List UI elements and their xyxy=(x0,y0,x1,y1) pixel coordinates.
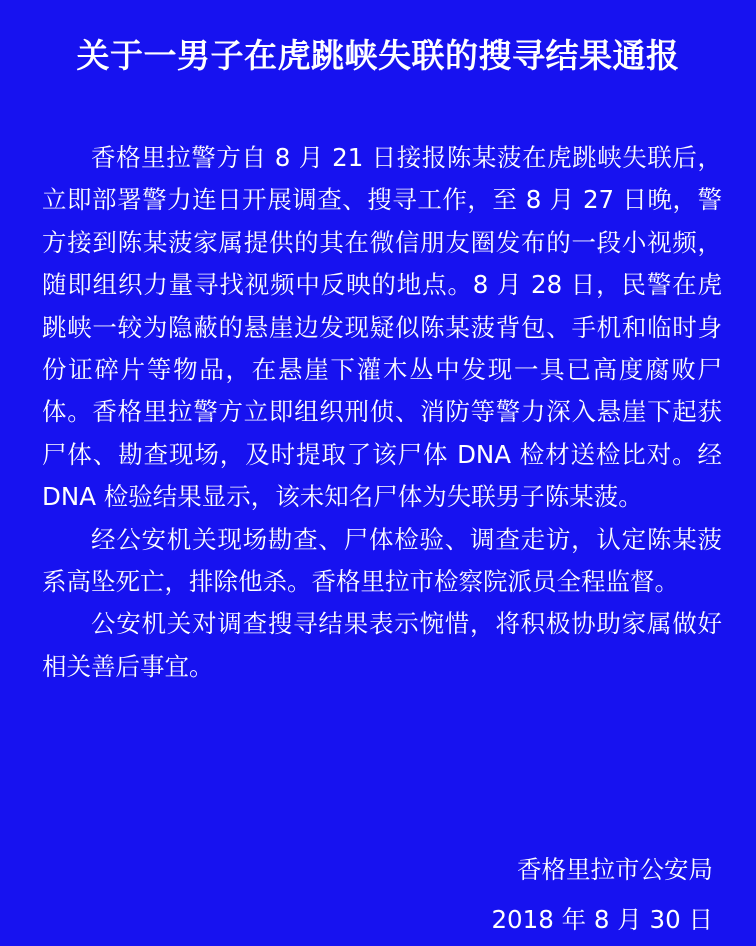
notice-body xyxy=(42,137,722,688)
issuer-signature: 香格里拉市公安局 xyxy=(517,855,713,884)
notice-paragraph-3: 公安机关对调查搜寻结果表示惋惜，将积极协助家属做好相关善后事宜。 xyxy=(42,609,722,681)
notice-title: 关于一男子在虎跳峡失联的搜寻结果通报 xyxy=(76,36,680,75)
notice-paragraph-2: 经公安机关现场勘查、尸体检验、调查走访，认定陈某菠系高坠死亡，排除他杀。香格里拉市检察院派员全程监督。 xyxy=(42,524,722,597)
issue-date: 2018 年 8 月 30 日 xyxy=(491,905,713,934)
notice-paragraph-1: 香格里拉警方自 8 月 21 日接报陈某菠在虎跳峡失联后，立即部署警力连日开展调查、搜寻工作，至 8 月 27 日晚，警方接到陈某菠家属提供的其在微信朋友圈发布的一段小视频，随即组织力量寻找视频中反映的地点。8 月 28 日，民警在虎跳峡一较为隐蔽的悬崖边发现疑似陈某菠背包、手机和临时身份证碎片等物品，在悬崖下灌木丛中发现一具已高度腐败尸体。香格里拉警方立即组织刑侦、消防等警力深入悬崖下起获尸体、勘查现场，及时提取了该尸体 DNA 检材送检比对。经 DNA 检验结果显示，该未知名尸体为失联男子陈某菠。 xyxy=(42,143,722,512)
